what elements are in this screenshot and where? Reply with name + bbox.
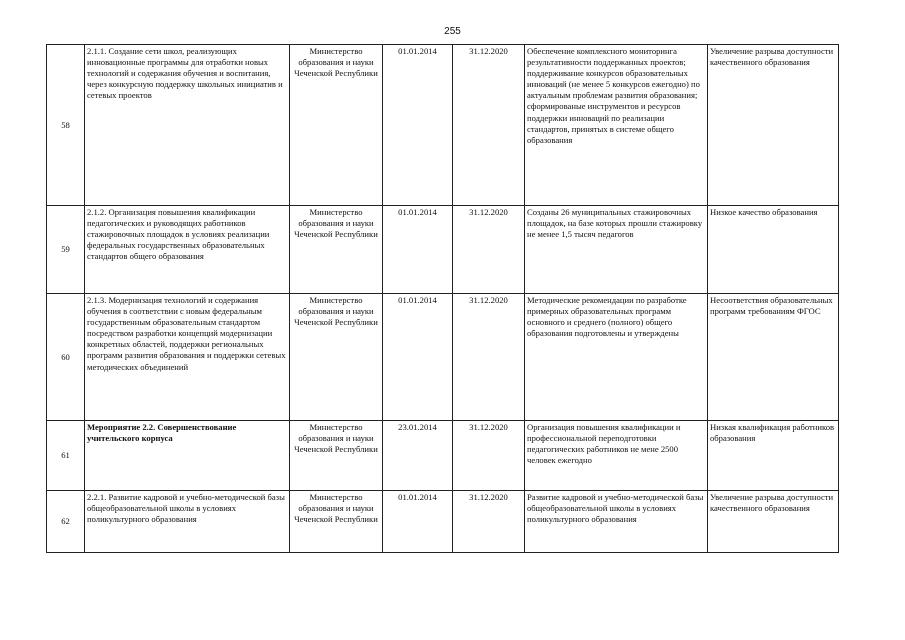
table-row — [47, 206, 839, 294]
activity-name: 2.1.1. Создание сети школ, реализующих инновационные программы для отработки новых технологий и содержания обучения и воспитания, через конкурсную поддержку школьных инициатив и сетевых проектов — [85, 45, 290, 206]
activities-table — [46, 44, 839, 553]
risk: Увеличение разрыва доступности качественного образования — [708, 45, 839, 206]
executor: Министерство образования и науки Чеченской Республики — [290, 206, 383, 294]
end-date: 31.12.2020 — [453, 206, 525, 294]
risk: Несоответствия образовательных программ требованиям ФГОС — [708, 294, 839, 421]
start-date: 23.01.2014 — [383, 421, 453, 491]
table-row — [47, 294, 839, 421]
executor: Министерство образования и науки Чеченской Республики — [290, 294, 383, 421]
activity-name: Мероприятие 2.2. Совершенствование учительского корпуса — [85, 421, 290, 491]
end-date: 31.12.2020 — [453, 294, 525, 421]
table-row — [47, 421, 839, 491]
activity-name: 2.1.3. Модернизация технологий и содержания обучения в соответствии с новым федеральным государственным образовательным стандартом посредством разработки концепций модернизации конкретных областей, поддержки региональных программ развития образования и поддержки сетевых методических объединений — [85, 294, 290, 421]
risk: Низкое качество образования — [708, 206, 839, 294]
start-date: 01.01.2014 — [383, 45, 453, 206]
expected-result: Развитие кадровой и учебно-методической базы общеобразовательной школы в условиях поликультурного образования — [525, 491, 708, 553]
start-date: 01.01.2014 — [383, 491, 453, 553]
end-date: 31.12.2020 — [453, 421, 525, 491]
activity-name: 2.2.1. Развитие кадровой и учебно-методической базы общеобразовательной школы в условиях поликультурного образования — [85, 491, 290, 553]
start-date: 01.01.2014 — [383, 294, 453, 421]
start-date: 01.01.2014 — [383, 206, 453, 294]
activity-name: 2.1.2. Организация повышения квалификации педагогических и руководящих работников стажировочных площадок в условиях реализации федеральных государственных образовательных стандартов общего образования — [85, 206, 290, 294]
expected-result: Методические рекомендации по разработке примерных образовательных программ основного и среднего (полного) общего образования подготовлены и утверждены — [525, 294, 708, 421]
expected-result: Созданы 26 муниципальных стажировочных площадок, на базе которых прошли стажировку не менее 1,5 тысяч педагогов — [525, 206, 708, 294]
executor: Министерство образования и науки Чеченской Республики — [290, 45, 383, 206]
expected-result: Организация повышения квалификации и профессиональной переподготовки педагогических работников не мене 2500 человек ежегодно — [525, 421, 708, 491]
row-number: 59 — [47, 206, 85, 294]
risk: Низкая квалификация работников образования — [708, 421, 839, 491]
page-number: 255 — [444, 26, 461, 37]
table-row — [47, 491, 839, 553]
expected-result: Обеспечение комплексного мониторинга результативности поддержанных проектов; поддерживание конкурсов образовательных инноваций (не менее 5 конкурсов ежегодно) по актуальным проблемам развития образования; сформированые инструментов и ресурсов поддержки инноваций по реализации стандартов, принятых в системе общего образования — [525, 45, 708, 206]
end-date: 31.12.2020 — [453, 45, 525, 206]
executor: Министерство образования и науки Чеченской Республики — [290, 421, 383, 491]
row-number: 60 — [47, 294, 85, 421]
row-number: 61 — [47, 421, 85, 491]
executor: Министерство образования и науки Чеченской Республики — [290, 491, 383, 553]
row-number: 58 — [47, 45, 85, 206]
risk: Увеличение разрыва доступности качественного образования — [708, 491, 839, 553]
row-number: 62 — [47, 491, 85, 553]
end-date: 31.12.2020 — [453, 491, 525, 553]
table-row — [47, 45, 839, 206]
